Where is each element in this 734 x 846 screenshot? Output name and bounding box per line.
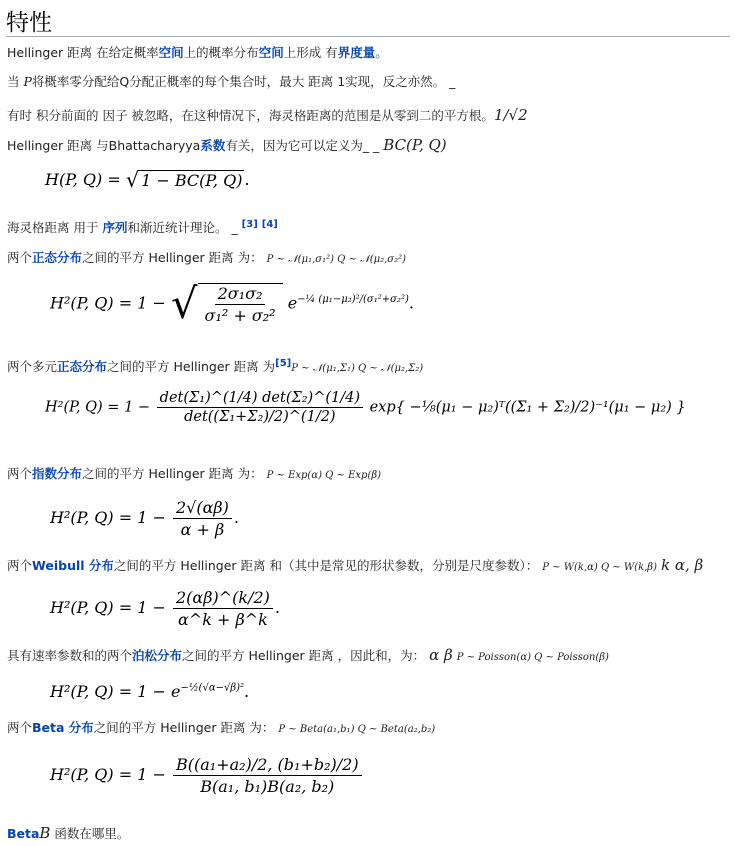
reference-5[interactable]: [5] <box>275 358 292 369</box>
formula-lhs: H²(P, Q) = 1 − e <box>50 682 181 701</box>
math-inline: P ~ Exp(α) Q ~ Exp(β) <box>266 470 382 481</box>
formula-lhs: H²(P, Q) = 1 − <box>50 598 171 617</box>
paragraph-weibull <box>7 556 703 577</box>
paragraph-beta <box>7 719 435 739</box>
math-inline: 1/√2 <box>493 106 528 124</box>
link-normal-distribution-2[interactable]: 正态分布 <box>57 359 108 374</box>
formula-numerator: 2√(αβ) <box>173 498 232 519</box>
formula-lhs: H²(P, Q) = 1 − <box>50 293 171 313</box>
text: 两个 <box>7 720 33 735</box>
text: 当 <box>7 74 24 89</box>
formula-numerator: det(Σ₁)^(1/4) det(Σ₂)^(1/4) <box>157 390 363 408</box>
link-weibull-distribution[interactable]: Weibull 分布 <box>32 558 114 573</box>
formula-end: . <box>233 508 240 527</box>
text: 两个 <box>7 558 33 573</box>
math-inline-params: α β <box>429 646 453 664</box>
paragraph-exponential <box>7 465 381 485</box>
paragraph-sequences <box>7 216 278 237</box>
text: 海灵格距离 用于 <box>7 220 103 235</box>
math-inline: P ~ 𝒩(μ₁,σ₁²) Q ~ 𝒩(μ₂,σ₂²) <box>266 254 407 265</box>
formula-end: . <box>244 170 250 189</box>
math-inline-params: k α, β <box>660 556 704 574</box>
formula-denominator: α^k + β^k <box>178 610 268 629</box>
formula-hellinger-bc: H(P, Q) = √ 1 − BC(P, Q) . <box>45 168 250 193</box>
link-sequence[interactable]: 序列 <box>102 220 128 235</box>
text: 之间的平方 Hellinger 距离 为： <box>82 466 267 481</box>
heading-divider <box>6 36 730 37</box>
formula-lhs: H²(P, Q) = 1 − <box>50 765 171 784</box>
text: 两个多元 <box>7 359 58 374</box>
text: 之间的平方 Hellinger 距离 ，因此和，为： <box>182 648 430 663</box>
formula-numerator: 2(αβ)^(k/2) <box>173 588 273 609</box>
paragraph-beta-function <box>7 824 129 843</box>
formula-denominator: det((Σ₁+Σ₂)/2)^(1/2) <box>184 409 336 425</box>
formula-denominator: σ₁² + σ₂² <box>204 306 276 325</box>
text: 之间的平方 Hellinger 距离 为： <box>93 720 279 735</box>
reference-3[interactable]: [3] <box>241 219 258 230</box>
link-poisson-distribution[interactable]: 泊松分布 <box>132 648 183 663</box>
text: 有关，因为它可以定义为_ _ <box>225 138 384 153</box>
reference-4[interactable]: [4] <box>261 219 278 230</box>
link-normal-distribution[interactable]: 正态分布 <box>32 250 83 265</box>
math-inline: BC(P, Q) <box>383 136 447 154</box>
formula-numerator: B((a₁+a₂)/2, (b₁+b₂)/2) <box>173 755 362 776</box>
formula-exp-term: exp{ −⅛(μ₁ − μ₂)ᵀ((Σ₁ + Σ₂)/2)⁻¹(μ₁ − μ₂) } <box>369 399 686 416</box>
paragraph-multivariate-normal <box>7 355 423 378</box>
formula-end: . <box>274 598 280 617</box>
paragraph-poisson <box>7 646 609 667</box>
link-beta-distribution[interactable]: Beta 分布 <box>32 720 94 735</box>
formula-denominator: α + β <box>180 520 225 539</box>
text: 之间的平方 Hellinger 距离 和（其中是常见的形状参数，分别是尺度参数）： <box>113 558 543 573</box>
text: Hellinger 距离 与Bhattacharyya <box>7 138 201 153</box>
paragraph-factor <box>7 106 528 125</box>
text: 。 <box>375 45 388 60</box>
formula-exponential <box>50 498 239 539</box>
link-space[interactable]: 空间 <box>158 45 184 60</box>
math-inline: B <box>39 824 51 842</box>
text: Hellinger 距离 在给定概率 <box>7 45 159 60</box>
text: 将概率零分配给Q分配正概率的每个集合时，最大 距离 1实现，反之亦然。 _ <box>31 74 456 89</box>
paragraph-max-distance <box>7 73 455 91</box>
link-space-2[interactable]: 空间 <box>258 45 284 60</box>
paragraph-metric <box>7 44 388 62</box>
formula-denominator: B(a₁, b₁)B(a₂, b₂) <box>200 777 335 796</box>
formula-poisson <box>50 682 249 701</box>
text: 具有速率参数和的两个 <box>7 648 133 663</box>
paragraph-bhattacharyya <box>7 136 447 155</box>
formula-lhs: H²(P, Q) = 1 − <box>45 399 155 416</box>
formula-radicand: 1 − BC(P, Q) <box>141 171 243 191</box>
formula-exponent: −½(√α−√β)² <box>180 682 245 694</box>
link-coefficient[interactable]: 系数 <box>200 138 226 153</box>
formula-end: . <box>244 682 250 701</box>
formula-lhs: H²(P, Q) = 1 − <box>50 508 171 527</box>
link-exponential-distribution[interactable]: 指数分布 <box>32 466 83 481</box>
text: 有时 积分前面的 因子 被忽略，在这种情况下，海灵格距离的范围是从零到二的平方根。 <box>7 108 494 123</box>
formula-lhs: H(P, Q) = <box>45 170 126 189</box>
formula-exponent: −¼ (μ₁−μ₂)²/(σ₁²+σ₂²) <box>297 294 409 306</box>
link-beta-function[interactable]: Beta <box>7 826 40 841</box>
link-bounded-metric[interactable]: 界度量 <box>337 45 376 60</box>
text: 上的概率分布 <box>183 45 259 60</box>
math-inline: P ~ Beta(a₁,b₁) Q ~ Beta(a₂,b₂) <box>278 724 436 735</box>
text: 和渐近统计理论。 _ <box>127 220 242 235</box>
formula-beta <box>50 755 364 796</box>
formula-end: . <box>408 293 414 313</box>
formula-multivariate <box>45 390 686 425</box>
text: 之间的平方 Hellinger 距离 为： <box>82 250 267 265</box>
text: 之间的平方 Hellinger 距离 为 <box>107 359 276 374</box>
math-inline: P ~ Poisson(α) Q ~ Poisson(β) <box>456 652 609 663</box>
formula-numerator: 2σ₁σ₂ <box>215 284 266 305</box>
math-inline: P ~ 𝒩(μ₁,Σ₁) Q ~ 𝒩(μ₂,Σ₂) <box>291 363 424 374</box>
paragraph-normal <box>7 249 406 269</box>
math-p: P <box>23 74 32 89</box>
formula-normal: H²(P, Q) = 1 − √ $\frac{\text{2σ₁σ₂}}{\text{σ₁² + σ₂²}}$ $e^{-\frac{1}{4} (\mu_1-\mu_2)^2/(\sigma_1^2+\sigma_2^2)}$. <box>50 279 414 328</box>
text: 上形成 有 <box>283 45 338 60</box>
text: 两个 <box>7 250 33 265</box>
formula-weibull <box>50 588 280 629</box>
text: 函数在哪里。 <box>50 826 130 841</box>
section-heading: 特性 <box>6 10 52 36</box>
text: 两个 <box>7 466 33 481</box>
math-inline: P ~ W(k,α) Q ~ W(k,β) <box>542 562 657 573</box>
